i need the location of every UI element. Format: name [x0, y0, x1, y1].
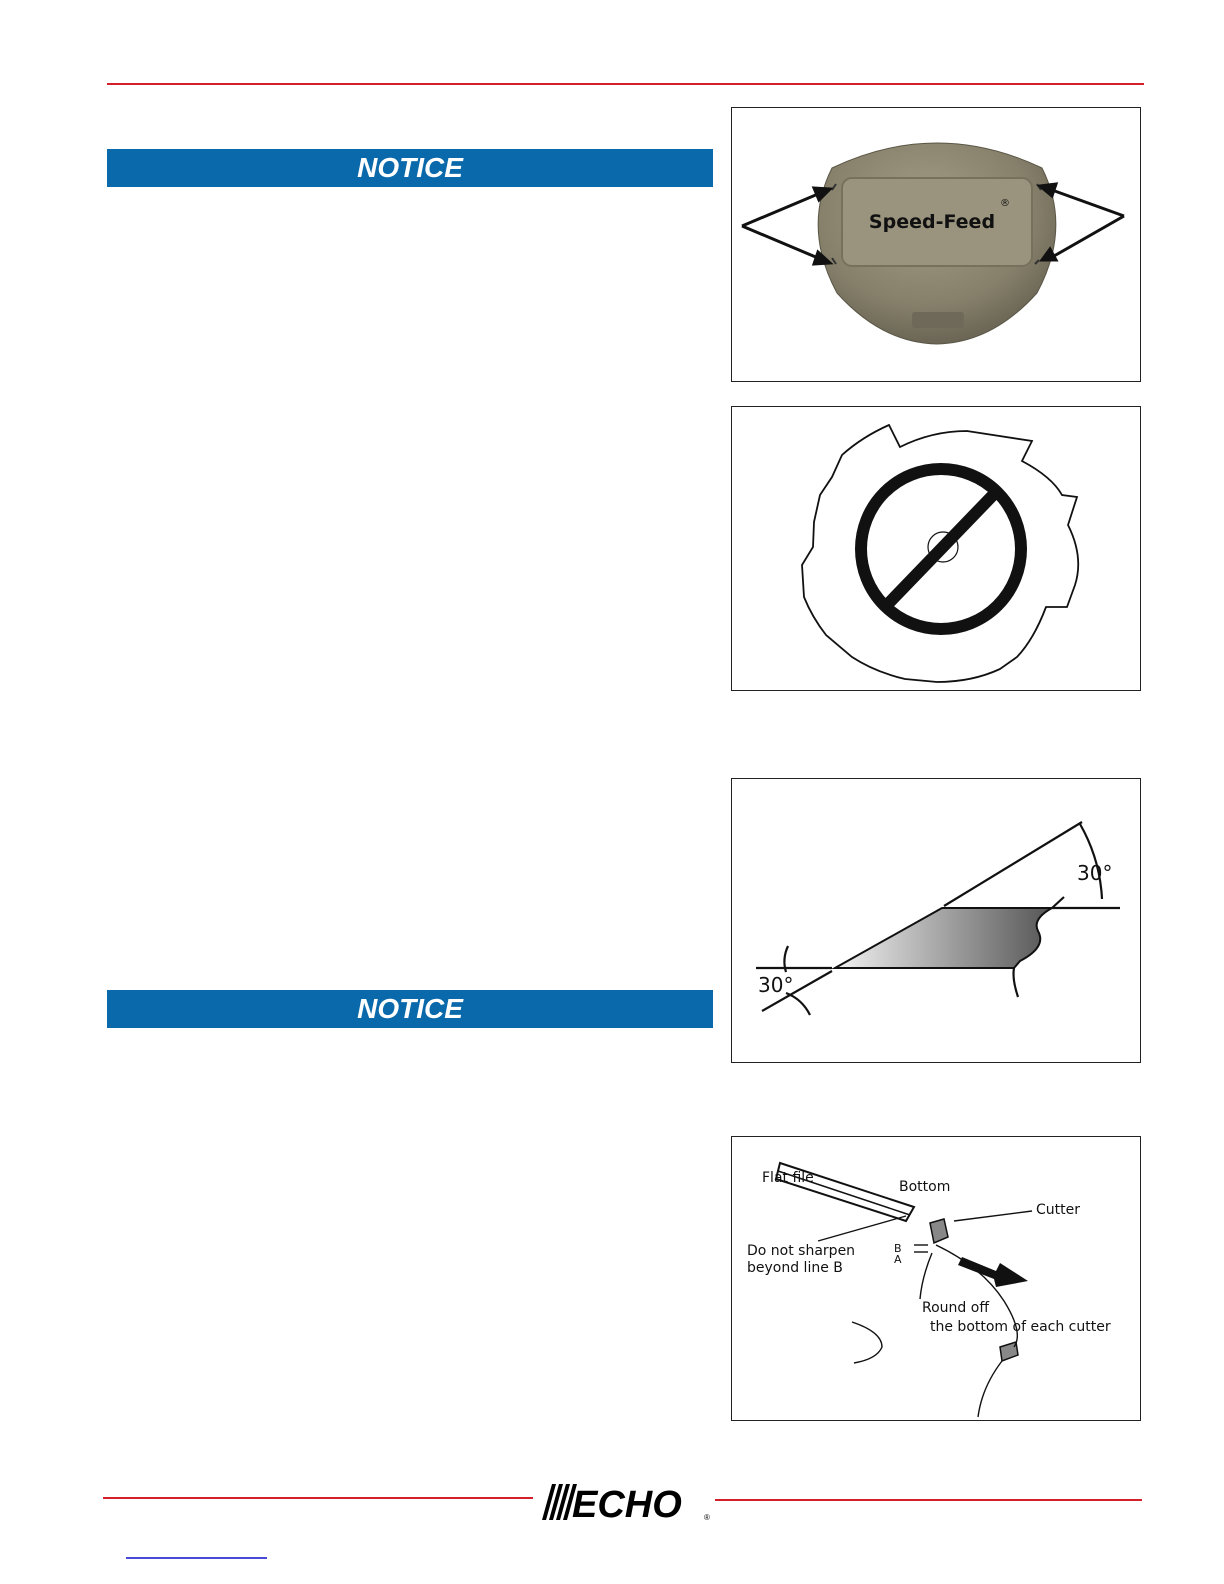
speed-feed-cap-photo [818, 143, 1056, 344]
label-round-off-2: the bottom of each cutter [930, 1319, 1111, 1335]
cap-brand-text: Speed-Feed [868, 211, 996, 233]
label-do-not-sharpen-2: beyond line B [747, 1260, 843, 1276]
notice-banner-1: NOTICE [107, 149, 713, 187]
notch-arrows-left [742, 188, 830, 264]
cutter-tooth-top [930, 1219, 948, 1243]
label-flat-file: Flat file [762, 1170, 814, 1186]
label-round-off-1: Round off [922, 1300, 989, 1316]
angle-label-top: 30° [1077, 861, 1113, 885]
blade-edge-profile [835, 908, 1052, 968]
label-bottom: Bottom [899, 1179, 951, 1195]
notice-banner-2: NOTICE [107, 990, 713, 1028]
label-do-not-sharpen-1: Do not sharpen [747, 1243, 856, 1259]
figure-cutting-angle [731, 778, 1141, 1063]
direction-arrow-icon [958, 1257, 1028, 1287]
cap-registered-mark: ® [1000, 198, 1010, 209]
header-rule [107, 83, 1144, 85]
figure-sharpening-cutter [731, 1136, 1141, 1421]
echo-logo [532, 1482, 716, 1522]
echo-logo-text: ECHO [572, 1484, 682, 1522]
label-mark-a: A [894, 1253, 902, 1266]
footer-rule-right [715, 1499, 1142, 1501]
echo-registered-mark: ® [704, 1513, 710, 1522]
label-cutter: Cutter [1036, 1202, 1080, 1218]
label-mark-b: B [894, 1242, 902, 1255]
angle-label-bottom: 30° [758, 973, 794, 997]
footer-link-underline[interactable] [126, 1557, 267, 1559]
figure-speed-feed-head [731, 107, 1141, 382]
footer-rule-left [103, 1497, 533, 1499]
figure-no-saw-blade [731, 406, 1141, 691]
